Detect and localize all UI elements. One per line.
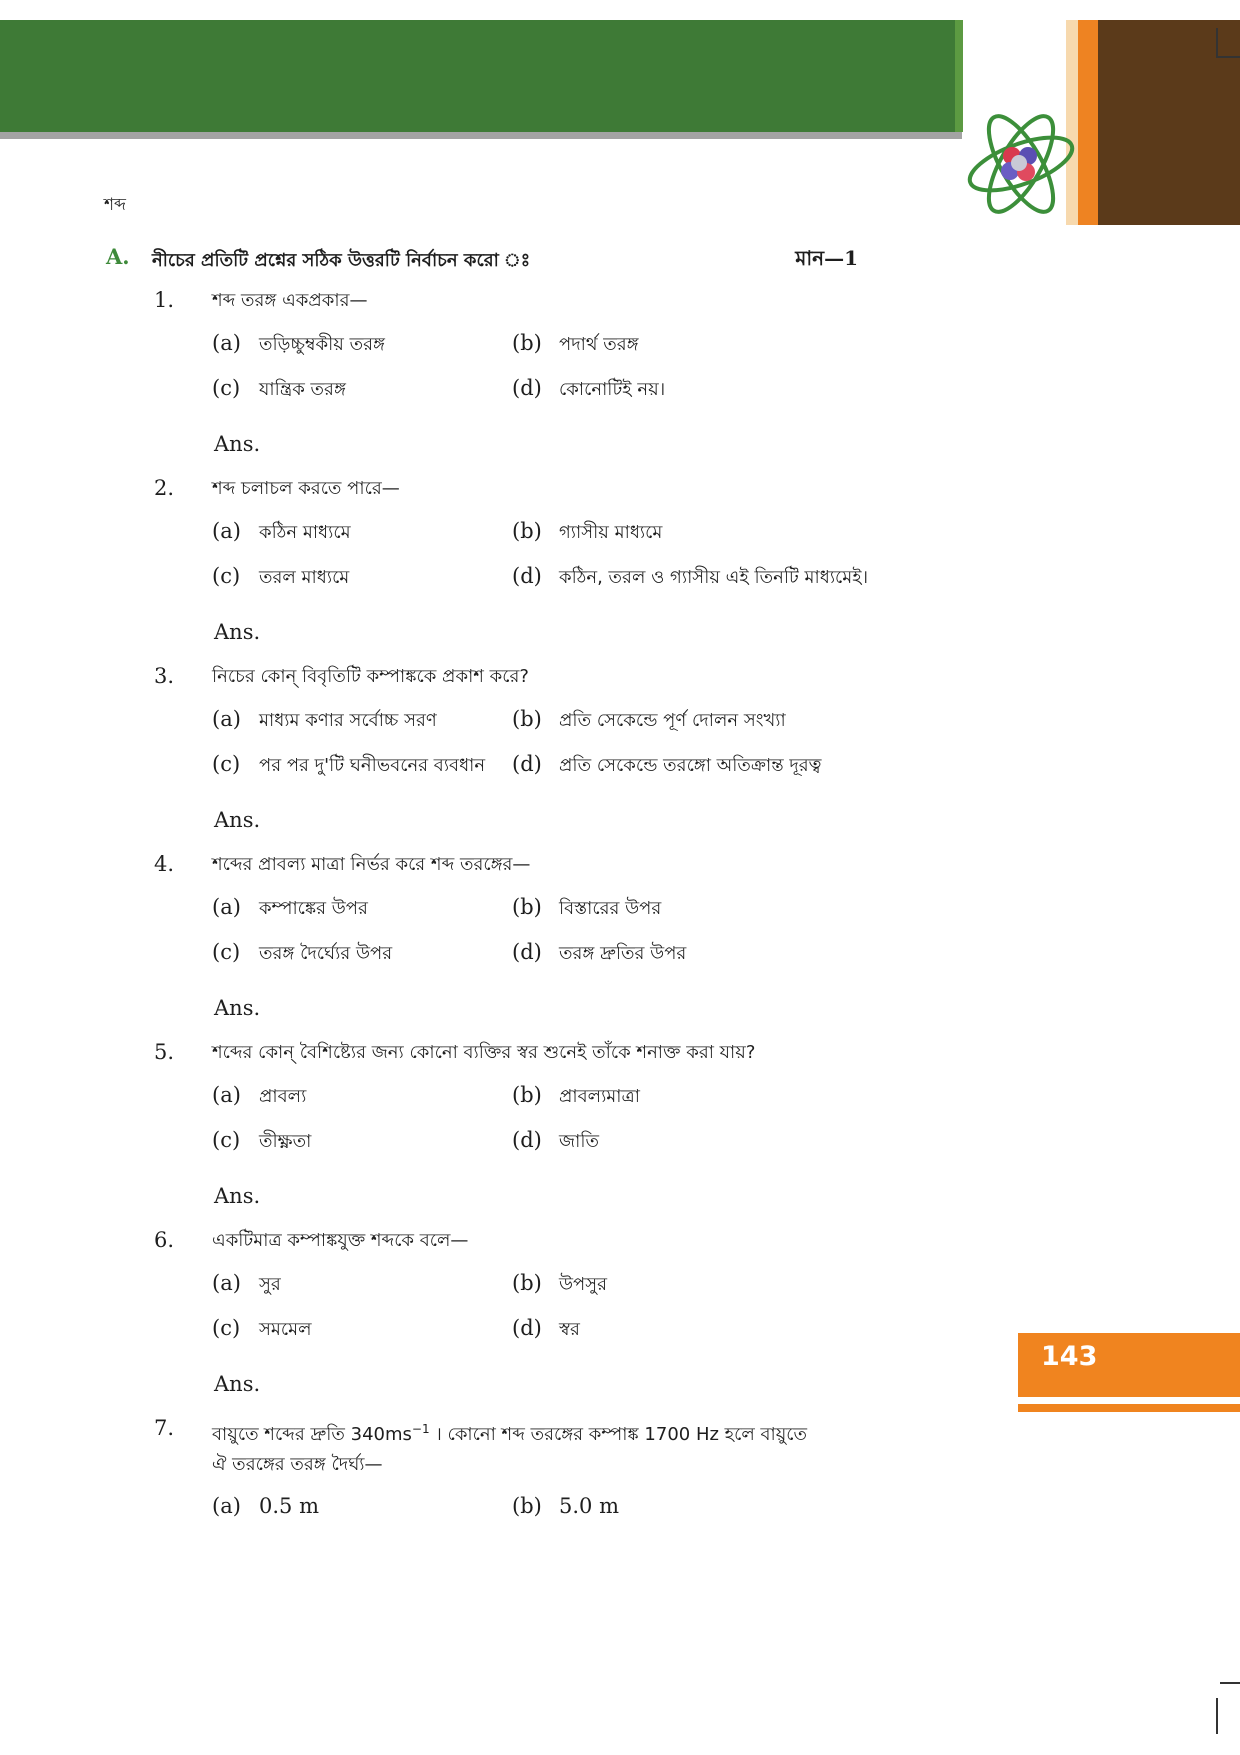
option-c: (c) সমমেল (212, 1316, 312, 1340)
question-text: শব্দ চলাচল করতে পারে— (212, 478, 400, 499)
question-text: শব্দের প্রাবল্য মাত্রা নির্ভর করে শব্দ তরঙ্গের— (212, 854, 531, 875)
option-b: (b) প্রাবল্যমাত্রা (512, 1083, 640, 1107)
question-number: 3. (154, 664, 175, 688)
option-d: (d) কোনোটিই নয়। (512, 376, 666, 400)
option-a: (a) মাধ্যম কণার সর্বোচ্চ সরণ (212, 707, 437, 731)
question-text: শব্দের কোন্ বৈশিষ্ট্যের জন্য কোনো ব্যক্তির স্বর শুনেই তাঁকে শনাক্ত করা যায়? (212, 1042, 756, 1063)
option-c: (c) তরল মাধ্যমে (212, 564, 350, 588)
header-orange-strip (1078, 20, 1098, 225)
header-grey-rule (0, 132, 962, 139)
option-c: (c) পর পর দু'টি ঘনীভবনের ব্যবধান (212, 752, 486, 776)
answer-label: Ans. (214, 808, 261, 832)
question-text: বায়ুতে শব্দের দ্রুতি $340ms^{-1}$ । কোনো শব্দ তরঙ্গের কম্পাঙ্ক 1700 Hz হলে বায়ুতে (212, 1422, 808, 1445)
question-number: 1. (154, 288, 175, 312)
option-c: (c) তরঙ্গ দৈর্ঘ্যের উপর (212, 940, 393, 964)
option-b: (b) প্রতি সেকেন্ডে পূর্ণ দোলন সংখ্যা (512, 707, 786, 731)
option-b: (b) বিস্তারের উপর (512, 895, 662, 919)
page-number-tab (1018, 1333, 1240, 1397)
crop-mark-top-h (1216, 56, 1240, 58)
question-text-line-2: ঐ তরঙ্গের তরঙ্গ দৈর্ঘ্য— (212, 1454, 383, 1475)
option-b: (b) 5.0 m (512, 1494, 619, 1518)
option-c: (c) যান্ত্রিক তরঙ্গ (212, 376, 346, 400)
option-a: (a) কঠিন মাধ্যমে (212, 519, 351, 543)
option-a: (a) তড়িচ্চুম্বকীয় তরঙ্গ (212, 331, 385, 355)
running-head: শব্দ (104, 195, 126, 215)
header-brown-panel (1098, 20, 1240, 225)
atom-icon (962, 102, 1080, 227)
answer-label: Ans. (214, 996, 261, 1020)
option-a: (a) 0.5 m (212, 1494, 319, 1518)
page-tab-rule (1018, 1404, 1240, 1412)
question-number: 7. (154, 1416, 175, 1440)
option-a: (a) সুর (212, 1271, 281, 1295)
option-b: (b) পদার্থ তরঙ্গ (512, 331, 639, 355)
question-number: 5. (154, 1040, 175, 1064)
option-a: (a) কম্পাঙ্কের উপর (212, 895, 368, 919)
crop-mark-bottom-h (1220, 1682, 1240, 1684)
section-heading (106, 244, 858, 274)
question-number: 4. (154, 852, 175, 876)
answer-label: Ans. (214, 432, 261, 456)
option-d: (d) তরঙ্গ দ্রুতির উপর (512, 940, 687, 964)
answer-label: Ans. (214, 1184, 261, 1208)
header-green-band (0, 20, 962, 132)
option-b: (b) উপসুর (512, 1271, 608, 1295)
crop-mark-top (1216, 28, 1218, 58)
option-c: (c) তীক্ষ্ণতা (212, 1128, 312, 1152)
option-b: (b) গ্যাসীয় মাধ্যমে (512, 519, 663, 543)
option-a: (a) প্রাবল্য (212, 1083, 307, 1107)
answer-label: Ans. (214, 1372, 261, 1396)
page-number: 143 (1041, 1341, 1098, 1372)
answer-label: Ans. (214, 620, 261, 644)
section-letter: A. (106, 244, 130, 269)
section-marks: মান—1 (795, 246, 858, 270)
question-number: 6. (154, 1228, 175, 1252)
question-text: একটিমাত্র কম্পাঙ্কযুক্ত শব্দকে বলে— (212, 1230, 469, 1251)
question-number: 2. (154, 476, 175, 500)
option-d: (d) জাতি (512, 1128, 599, 1152)
question-text: নিচের কোন্ বিবৃতিটি কম্পাঙ্ককে প্রকাশ করে? (212, 666, 529, 687)
question-text: শব্দ তরঙ্গ একপ্রকার— (212, 290, 368, 311)
section-title: নীচের প্রতিটি প্রশ্নের সঠিক উত্তরটি নির্বাচন করো ঃ (152, 250, 531, 271)
option-d: (d) স্বর (512, 1316, 580, 1340)
crop-mark-bottom (1216, 1698, 1218, 1734)
option-d: (d) কঠিন, তরল ও গ্যাসীয় এই তিনটি মাধ্যমেই। (512, 564, 869, 588)
option-d: (d) প্রতি সেকেন্ডে তরঙ্গো অতিক্রান্ত দূরত্ব (512, 752, 822, 776)
